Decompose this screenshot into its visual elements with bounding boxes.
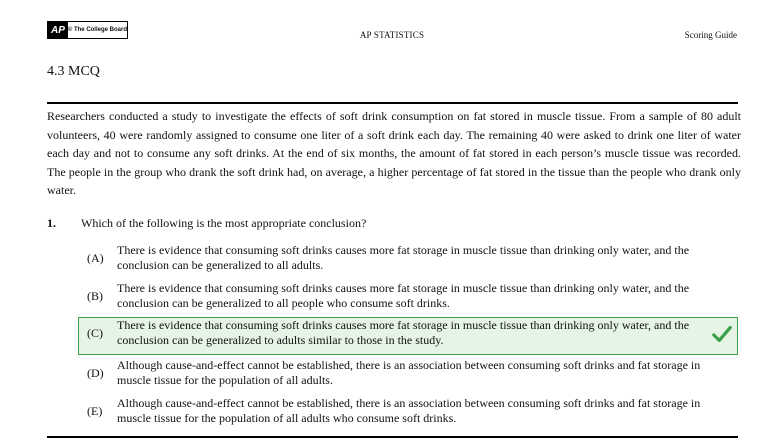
checkmark-icon	[711, 323, 733, 345]
choice-letter: (E)	[87, 404, 103, 418]
choice-letter: (A)	[87, 251, 104, 265]
choice-b[interactable]	[78, 279, 738, 316]
college-board-wordmark: © The College Board	[67, 27, 127, 33]
choice-text: Although cause-and-effect cannot be established, there is an association between consuming soft drinks and fat storage in muscle tissue for the population of all adults who consume soft drinks.	[117, 396, 701, 425]
bottom-divider	[47, 436, 738, 438]
choice-d[interactable]	[78, 356, 738, 393]
top-divider	[47, 102, 738, 104]
choice-text: There is evidence that consuming soft drinks causes more fat storage in muscle tissue than drinking only water, and the conclusion can be generalized to all people who consume soft drinks.	[117, 281, 690, 310]
question-text: Which of the following is the most appropriate conclusion?	[81, 216, 367, 230]
choice-text: There is evidence that consuming soft drinks causes more fat storage in muscle tissue than drinking only water, and the conclusion can be generalized to adults similar to those in the study.	[117, 318, 690, 347]
question-stem: Researchers conducted a study to investigate the effects of soft drink consumption on fat stored in muscle tissue. From a sample of 80 adult volunteers, 40 were randomly assigned to consume one liter of a soft drink each day. The remaining 40 were asked to drink one liter of water each day and not to consume any soft drinks. At the end of six months, the amount of fat stored in each person’s muscle tissue was recorded. The people in the group who drank the soft drink had, on average, a higher percentage of fat stored in the tissue than the people who drank only water.	[47, 109, 741, 198]
choice-letter: (B)	[87, 289, 103, 303]
scoring-guide-label: Scoring Guide	[684, 30, 737, 40]
choice-a[interactable]	[78, 241, 738, 278]
choice-e[interactable]	[78, 394, 738, 431]
choice-text: Although cause-and-effect cannot be established, there is an association between consuming soft drinks and fat storage in muscle tissue for the population of all adults.	[117, 358, 701, 387]
course-title: AP STATISTICS	[359, 30, 425, 40]
section-title: 4.3 MCQ	[47, 64, 100, 79]
choice-letter: (C)	[87, 326, 103, 340]
choice-c-correct[interactable]	[78, 317, 738, 355]
ap-logo-mark: AP	[48, 22, 68, 38]
question-number: 1.	[47, 216, 56, 230]
choice-letter: (D)	[87, 366, 104, 380]
choice-text: There is evidence that consuming soft drinks causes more fat storage in muscle tissue than drinking only water, and the conclusion can be generalized to all adults.	[117, 243, 690, 272]
